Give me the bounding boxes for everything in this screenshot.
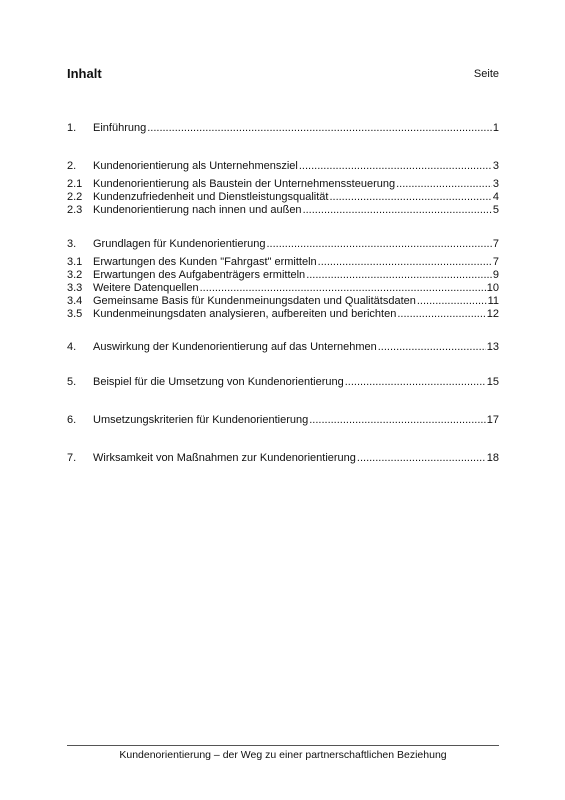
toc-entry[interactable]	[67, 203, 499, 217]
toc-entry-page: 3	[492, 160, 499, 172]
toc-entry-page: 15	[486, 376, 499, 388]
toc-entry-page: 10	[486, 282, 499, 294]
toc-entry[interactable]	[67, 281, 499, 295]
toc-entry-title: Auswirkung der Kundenorientierung auf das Unternehmen	[93, 341, 377, 353]
toc-entry-title: Kundenorientierung als Unternehmensziel	[93, 160, 298, 172]
toc-entry[interactable]	[67, 177, 499, 191]
toc-entry-page: 3	[492, 178, 499, 190]
toc-entry[interactable]	[67, 121, 499, 135]
toc-entry-number: 7.	[67, 452, 77, 464]
toc-leader	[266, 237, 491, 251]
toc-entry-title: Grundlagen für Kundenorientierung	[93, 238, 266, 250]
toc-leader	[329, 190, 491, 204]
toc-entry-page: 7	[492, 238, 499, 250]
toc-entry-number: 3.	[67, 238, 77, 250]
toc-entry-title: Kundenzufriedenheit und Dienstleistungsqualität	[93, 191, 329, 203]
toc-entry-number: 5.	[67, 376, 77, 388]
footer-divider	[67, 745, 499, 746]
toc-leader	[303, 203, 492, 217]
toc-entry[interactable]	[67, 413, 499, 427]
toc-entry[interactable]	[67, 375, 499, 389]
toc-leader	[417, 294, 487, 308]
toc-entry-number: 3.4	[67, 295, 83, 307]
toc-entry[interactable]	[67, 190, 499, 204]
toc-entry-page: 18	[486, 452, 499, 464]
toc-entry[interactable]	[67, 451, 499, 465]
toc-entry[interactable]	[67, 268, 499, 282]
toc-entry-number: 3.3	[67, 282, 83, 294]
toc-entry-page: 1	[492, 122, 499, 134]
toc-entry-number: 2.1	[67, 178, 83, 190]
page-footer: Kundenorientierung – der Weg zu einer partnerschaftlichen Beziehung	[119, 749, 447, 761]
toc-entry-title: Wirksamkeit von Maßnahmen zur Kundenorientierung	[93, 452, 356, 464]
toc-entry-number: 6.	[67, 414, 77, 426]
toc-entry[interactable]	[67, 307, 499, 321]
toc-entry-page: 7	[492, 256, 499, 268]
toc-entry-title: Erwartungen des Aufgabenträgers ermitteln	[93, 269, 306, 281]
toc-entry-number: 1.	[67, 122, 77, 134]
toc-entry-number: 4.	[67, 341, 77, 353]
toc-leader	[396, 177, 492, 191]
toc-entry-title: Umsetzungskriterien für Kundenorientierung	[93, 414, 309, 426]
toc-entry-page: 11	[487, 295, 499, 307]
toc-leader	[200, 281, 486, 295]
toc-entry-page: 4	[492, 191, 499, 203]
toc-leader	[345, 375, 486, 389]
toc-entry-page: 9	[492, 269, 499, 281]
toc-leader	[299, 159, 492, 173]
toc-entry-title: Kundenorientierung als Baustein der Unternehmenssteuerung	[93, 178, 396, 190]
toc-leader	[357, 451, 486, 465]
toc-entry-title: Einführung	[93, 122, 147, 134]
toc-entry-title: Kundenmeinungsdaten analysieren, aufbereiten und berichten	[93, 308, 397, 320]
toc-entry-number: 2.	[67, 160, 77, 172]
toc-entry-title: Kundenorientierung nach innen und außen	[93, 204, 302, 216]
toc-entry-number: 3.2	[67, 269, 83, 281]
toc-entry-title: Gemeinsame Basis für Kundenmeinungsdaten und Qualitätsdaten	[93, 295, 416, 307]
toc-entry[interactable]	[67, 340, 499, 354]
toc-leader	[397, 307, 485, 321]
toc-header	[67, 66, 499, 84]
toc-leader	[309, 413, 486, 427]
toc-entry-number: 3.5	[67, 308, 83, 320]
page-column-label: Seite	[473, 68, 499, 80]
toc-entry[interactable]	[67, 255, 499, 269]
toc-entry-number: 3.1	[67, 256, 83, 268]
toc-entry-page: 17	[486, 414, 499, 426]
toc-entry[interactable]	[67, 159, 499, 173]
toc-leader	[378, 340, 486, 354]
toc-entry-page: 12	[486, 308, 499, 320]
toc-entry[interactable]	[67, 294, 499, 308]
toc-entry-page: 5	[492, 204, 499, 216]
toc-entry-title: Weitere Datenquellen	[93, 282, 199, 294]
toc-leader	[306, 268, 492, 282]
toc-entry-title: Erwartungen des Kunden "Fahrgast" ermitteln	[93, 256, 317, 268]
toc-entry-page: 13	[486, 341, 499, 353]
toc-leader	[318, 255, 492, 269]
toc-entry-number: 2.2	[67, 191, 83, 203]
toc-title: Inhalt	[67, 66, 102, 81]
toc-leader	[147, 121, 492, 135]
toc-entry[interactable]	[67, 237, 499, 251]
toc-entry-number: 2.3	[67, 204, 83, 216]
toc-entry-title: Beispiel für die Umsetzung von Kundenorientierung	[93, 376, 344, 388]
